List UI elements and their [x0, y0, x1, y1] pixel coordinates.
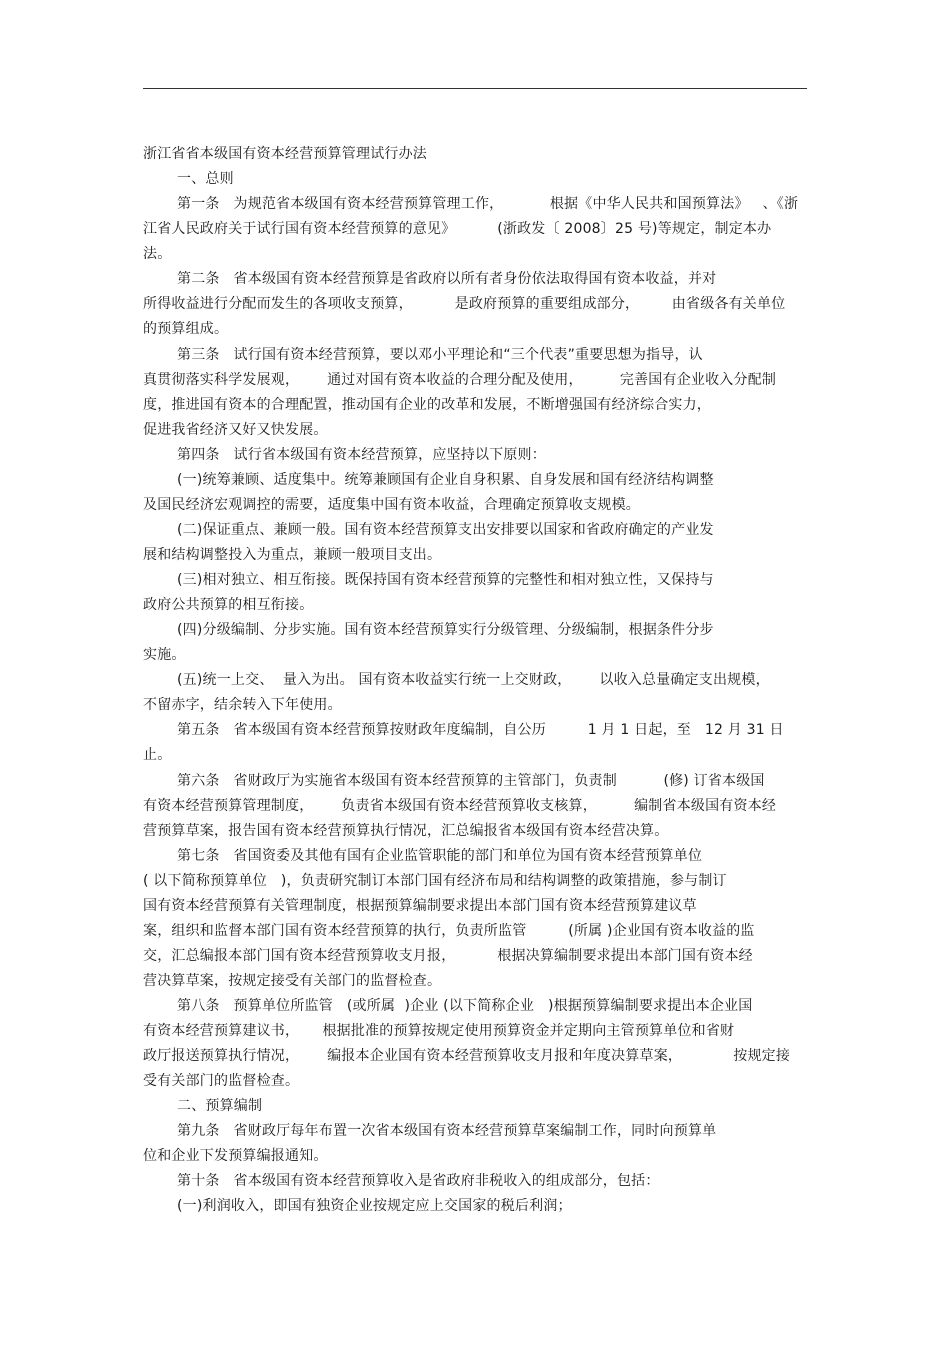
principle-3-line-1: (三)相对独立、相互衔接。既保持国有资本经营预算的完整性和相对独立性，又保持与 [177, 572, 714, 588]
article-7-line-2: ( 以下简称预算单位 )，负责研究制订本部门国有经济布局和结构调整的政策措施，参与制订 [143, 873, 727, 889]
principle-1-line-2: 及国民经济宏观调控的需要，适度集中国有资本收益，合理确定预算收支规模。 [143, 497, 640, 513]
article-1-line-2: 江省人民政府关于试行国有资本经营预算的意见》 (浙政发〔 2008〕25 号)等规定，制定本办 [143, 221, 772, 237]
article-4-line-1: 第四条 试行省本级国有资本经营预算，应坚持以下原则： [177, 447, 546, 463]
article-8-line-1: 第八条 预算单位所监管 (或所属 )企业 (以下简称企业 )根据预算编制要求提出本企业国 [177, 998, 753, 1014]
article-5-line-1: 第五条 省本级国有资本经营预算按财政年度编制，自公历 1 月 1 日起，至 12 月 31 日 [177, 722, 784, 738]
article-3-line-4: 促进我省经济又好又快发展。 [143, 422, 328, 438]
article-1-line-3: 法。 [143, 246, 172, 262]
principle-4-line-2: 实施。 [143, 647, 186, 663]
article-7-line-1: 第七条 省国资委及其他有国有企业监管职能的部门和单位为国有资本经营预算单位 [177, 848, 703, 864]
article-8-line-2: 有资本经营预算建议书， 根据批准的预算按规定使用预算资金并定期向主管预算单位和省财 [143, 1023, 735, 1039]
principle-5-line-2: 不留赤字，结余转入下年使用。 [143, 697, 342, 713]
document-title: 浙江省省本级国有资本经营预算管理试行办法 [143, 146, 427, 162]
article-3-line-1: 第三条 试行国有资本经营预算，要以邓小平理论和“三个代表”重要思想为指导，认 [177, 347, 703, 363]
article-3-line-3: 度，推进国有资本的合理配置，推动国有企业的改革和发展，不断增强国有经济综合实力， [143, 397, 711, 413]
article-8-line-4: 受有关部门的监督检查。 [143, 1073, 300, 1089]
article-6-line-2: 有资本经营预算管理制度， 负责省本级国有资本经营预算收支核算， 编制省本级国有资本经 [143, 798, 777, 814]
article-2-line-1: 第二条 省本级国有资本经营预算是省政府以所有者身份依法取得国有资本收益，并对 [177, 271, 717, 287]
article-6-line-1: 第六条 省财政厅为实施省本级国有资本经营预算的主管部门，负责制 (修) 订省本级国 [177, 773, 765, 789]
article-3-line-2: 真贯彻落实科学发展观， 通过对国有资本收益的合理分配及使用， 完善国有企业收入分配制 [143, 372, 777, 388]
section-heading: 二、预算编制 [177, 1098, 263, 1114]
article-2-line-2: 所得收益进行分配而发生的各项收支预算， 是政府预算的重要组成部分， 由省级各有关单位 [143, 296, 786, 312]
article-9-line-2: 位和企业下发预算编报通知。 [143, 1148, 328, 1164]
principle-4-line-1: (四)分级编制、分步实施。国有资本经营预算实行分级管理、分级编制，根据条件分步 [177, 622, 714, 638]
article-7-line-4: 案，组织和监督本部门国有资本经营预算的执行，负责所监管 (所属 )企业国有资本收益的监 [143, 923, 755, 939]
article-1-line-1: 第一条 为规范省本级国有资本经营预算管理工作， 根据《中华人民共和国预算法》 、《浙 [177, 196, 799, 212]
article-7-line-6: 营决算草案，按规定接受有关部门的监督检查。 [143, 973, 442, 989]
article-6-line-3: 营预算草案，报告国有资本经营预算执行情况，汇总编报省本级国有资本经营决算。 [143, 823, 669, 839]
principle-5-line-1: (五)统一上交、 量入为出。 国有资本收益实行统一上交财政， 以收入总量确定支出规模， [177, 672, 770, 688]
principle-2-line-2: 展和结构调整投入为重点，兼顾一般项目支出。 [143, 547, 442, 563]
article-7-line-5: 交，汇总编报本部门国有资本经营预算收支月报， 根据决算编制要求提出本部门国有资本经 [143, 948, 753, 964]
article-8-line-3: 政厅报送预算执行情况， 编报本企业国有资本经营预算收支月报和年度决算草案， 按规定接 [143, 1048, 791, 1064]
article-2-line-3: 的预算组成。 [143, 321, 229, 337]
principle-1-line-1: (一)统筹兼顾、适度集中。统筹兼顾国有企业自身积累、自身发展和国有经济结构调整 [177, 472, 714, 488]
principle-3-line-2: 政府公共预算的相互衔接。 [143, 597, 314, 613]
article-7-line-3: 国有资本经营预算有关管理制度，根据预算编制要求提出本部门国有资本经营预算建议草 [143, 898, 697, 914]
article-10-line-1: 第十条 省本级国有资本经营预算收入是省政府非税收入的组成部分，包括： [177, 1173, 660, 1189]
section-heading: 一、总则 [177, 171, 234, 187]
principle-2-line-1: (二)保证重点、兼顾一般。国有资本经营预算支出安排要以国家和省政府确定的产业发 [177, 522, 714, 538]
article-9-line-1: 第九条 省财政厅每年布置一次省本级国有资本经营预算草案编制工作，同时向预算单 [177, 1123, 717, 1139]
article-5-line-2: 止。 [143, 747, 172, 763]
item-1-line-1: (一)利润收入，即国有独资企业按规定应上交国家的税后利润； [177, 1198, 572, 1214]
header-rule [143, 88, 807, 89]
